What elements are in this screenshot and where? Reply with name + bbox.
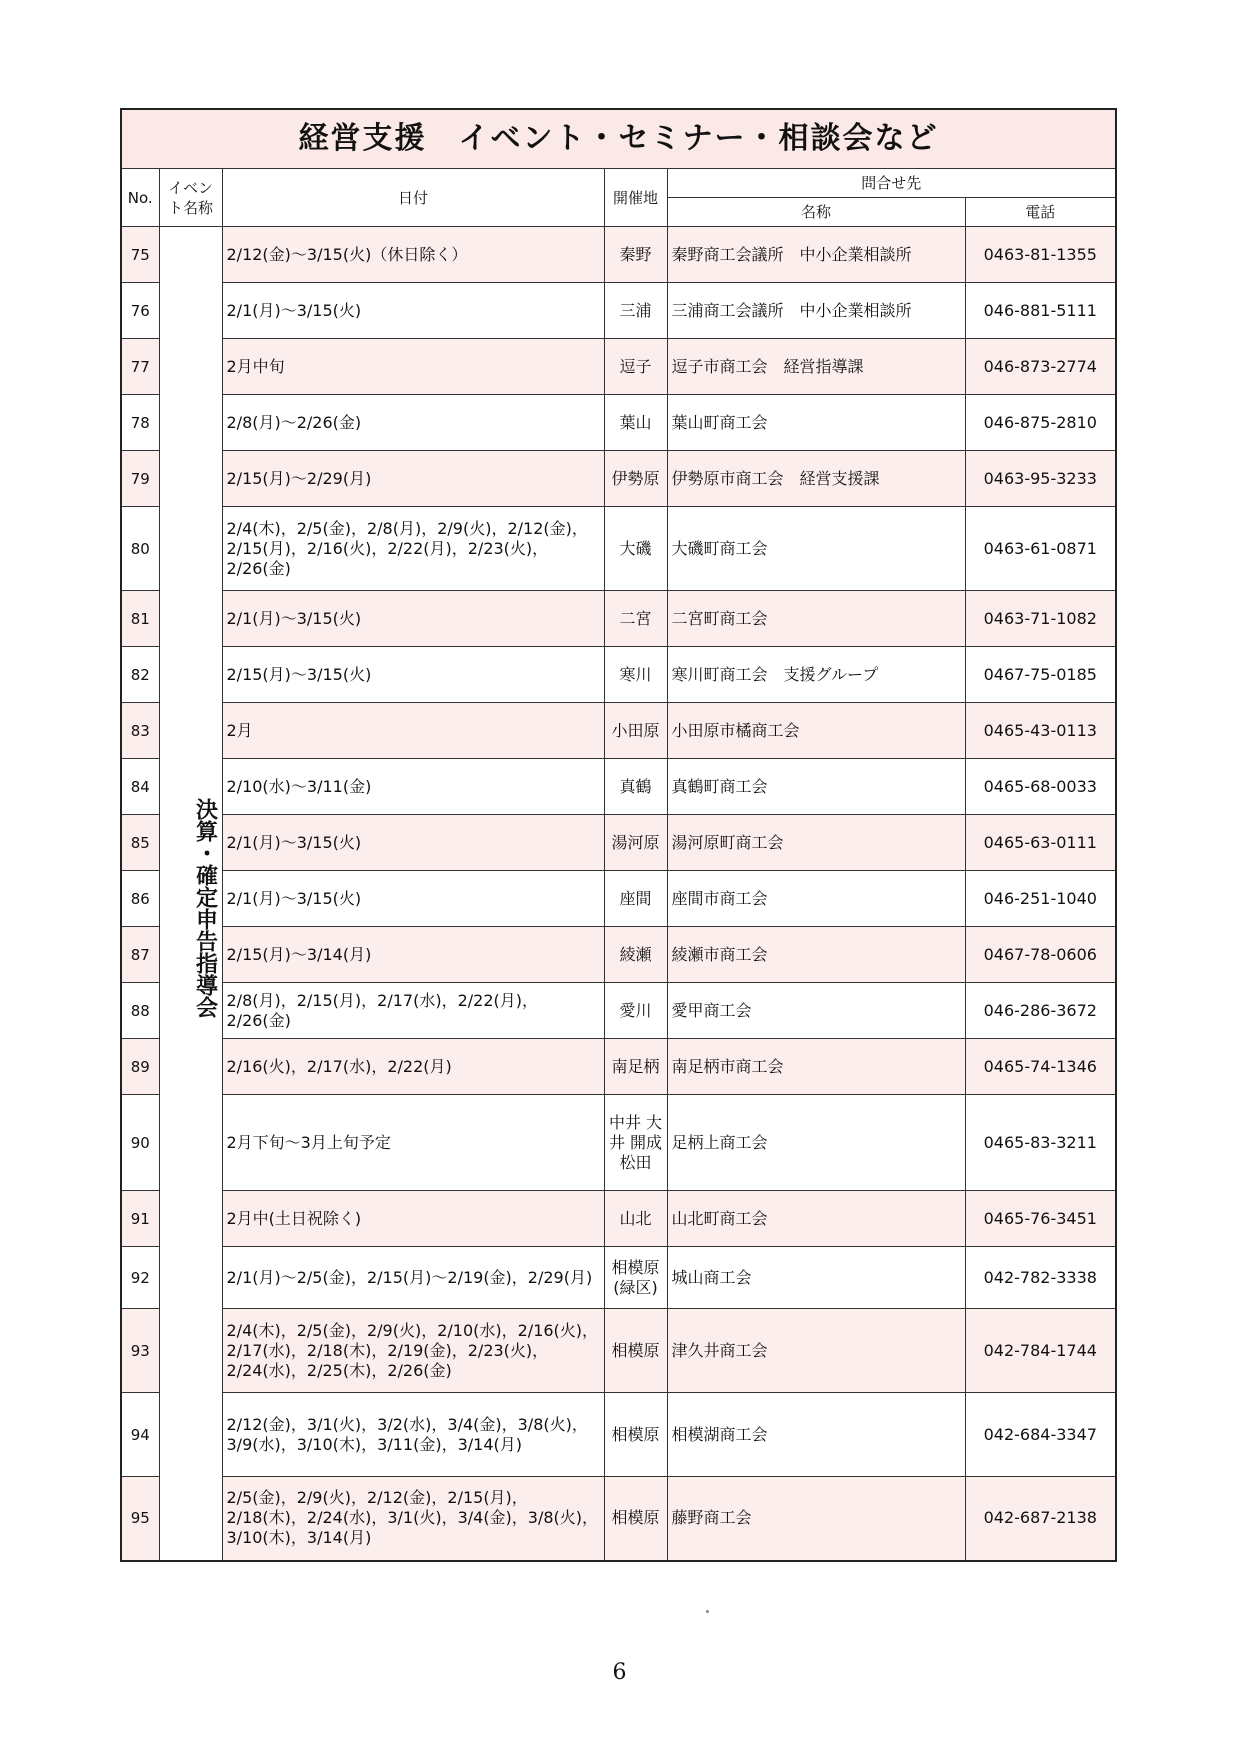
row-no: 77 [121,339,159,395]
row-org: 三浦商工会議所 中小企業相談所 [667,283,965,339]
row-org: 山北町商工会 [667,1191,965,1247]
table-row [121,1039,1116,1095]
row-date: 2/5(金)，2/9(火)，2/12(金)，2/15(月)，2/18(木)，2/24(水)，3/1(火)，3/4(金)，3/8(火)，3/10(木)，3/14(月) [222,1477,604,1561]
row-place: 相模原 [604,1393,667,1477]
table-row [121,1191,1116,1247]
header-no: No. [121,169,159,227]
row-date: 2/4(木)，2/5(金)，2/8(月)，2/9(火)，2/12(金)，2/15(月)，2/16(火)，2/22(月)，2/23(火)，2/26(金) [222,507,604,591]
row-place: 山北 [604,1191,667,1247]
row-no: 82 [121,647,159,703]
row-tel: 0463-81-1355 [965,227,1116,283]
table-row [121,703,1116,759]
row-org: 相模湖商工会 [667,1393,965,1477]
events-table-body [121,227,1116,1561]
event-table-frame [120,108,1115,1562]
row-tel: 0465-43-0113 [965,703,1116,759]
row-tel: 0465-63-0111 [965,815,1116,871]
header-date: 日付 [222,169,604,227]
table-row [121,815,1116,871]
row-place: 湯河原 [604,815,667,871]
row-date: 2/16(火)，2/17(水)，2/22(月) [222,1039,604,1095]
table-row [121,1247,1116,1309]
row-org: 秦野商工会議所 中小企業相談所 [667,227,965,283]
row-org: 湯河原町商工会 [667,815,965,871]
row-tel: 046-881-5111 [965,283,1116,339]
row-tel: 0463-71-1082 [965,591,1116,647]
row-no: 84 [121,759,159,815]
row-no: 83 [121,703,159,759]
row-org: 逗子市商工会 経営指導課 [667,339,965,395]
row-no: 91 [121,1191,159,1247]
header-contact-name: 名称 [667,198,965,227]
row-date: 2/8(月)，2/15(月)，2/17(水)，2/22(月)，2/26(金) [222,983,604,1039]
row-place: 相模原 [604,1477,667,1561]
row-org: 愛甲商工会 [667,983,965,1039]
row-date: 2月下旬～3月上旬予定 [222,1095,604,1191]
row-place: 相模原(緑区) [604,1247,667,1309]
row-date: 2/1(月)～3/15(火) [222,815,604,871]
row-tel: 046-286-3672 [965,983,1116,1039]
scan-speck [706,1610,709,1613]
row-date: 2/10(水)～3/11(金) [222,759,604,815]
row-no: 95 [121,1477,159,1561]
row-no: 75 [121,227,159,283]
row-no: 93 [121,1309,159,1393]
row-tel: 042-782-3338 [965,1247,1116,1309]
row-tel: 042-684-3347 [965,1393,1116,1477]
events-table [120,108,1117,1562]
page-number: 6 [612,1660,627,1685]
row-tel: 046-251-1040 [965,871,1116,927]
event-name-cell: 決算・確定申告指導会 [159,227,222,1561]
table-row [121,647,1116,703]
table-row [121,927,1116,983]
table-row [121,983,1116,1039]
row-date: 2/15(月)～3/14(月) [222,927,604,983]
row-org: 葉山町商工会 [667,395,965,451]
table-row [121,591,1116,647]
row-org: 座間市商工会 [667,871,965,927]
row-no: 85 [121,815,159,871]
row-no: 90 [121,1095,159,1191]
row-tel: 046-873-2774 [965,339,1116,395]
row-date: 2月中(土日祝除く) [222,1191,604,1247]
row-org: 藤野商工会 [667,1477,965,1561]
row-date: 2/15(月)～2/29(月) [222,451,604,507]
row-no: 94 [121,1393,159,1477]
row-org: 小田原市橘商工会 [667,703,965,759]
row-place: 逗子 [604,339,667,395]
row-org: 真鶴町商工会 [667,759,965,815]
row-date: 2/12(金)～3/15(火)（休日除く） [222,227,604,283]
row-org: 城山商工会 [667,1247,965,1309]
table-row [121,507,1116,591]
header-contact-tel: 電話 [965,198,1116,227]
row-place: 二宮 [604,591,667,647]
row-org: 寒川町商工会 支援グループ [667,647,965,703]
header-event-name: イベント名称 [159,169,222,227]
row-tel: 042-784-1744 [965,1309,1116,1393]
page-title: 経営支援 イベント・セミナー・相談会など [121,109,1116,169]
table-row [121,1095,1116,1191]
row-date: 2/1(月)～3/15(火) [222,283,604,339]
row-no: 88 [121,983,159,1039]
row-place: 秦野 [604,227,667,283]
row-no: 76 [121,283,159,339]
row-tel: 0467-78-0606 [965,927,1116,983]
row-place: 中井 大井 開成 松田 [604,1095,667,1191]
row-place: 三浦 [604,283,667,339]
row-place: 寒川 [604,647,667,703]
row-tel: 0465-83-3211 [965,1095,1116,1191]
table-row [121,227,1116,283]
row-no: 92 [121,1247,159,1309]
row-date: 2/1(月)～2/5(金)，2/15(月)～2/19(金)，2/29(月) [222,1247,604,1309]
row-date: 2/15(月)～3/15(火) [222,647,604,703]
row-no: 87 [121,927,159,983]
row-place: 伊勢原 [604,451,667,507]
row-org: 二宮町商工会 [667,591,965,647]
row-place: 真鶴 [604,759,667,815]
table-row [121,1477,1116,1561]
table-row [121,395,1116,451]
row-place: 大磯 [604,507,667,591]
row-org: 南足柄市商工会 [667,1039,965,1095]
row-tel: 042-687-2138 [965,1477,1116,1561]
row-place: 小田原 [604,703,667,759]
row-tel: 0465-68-0033 [965,759,1116,815]
row-place: 南足柄 [604,1039,667,1095]
header-contact: 問合せ先 [667,169,1116,198]
row-place: 葉山 [604,395,667,451]
row-place: 綾瀬 [604,927,667,983]
table-row [121,1393,1116,1477]
row-place: 愛川 [604,983,667,1039]
row-tel: 0463-61-0871 [965,507,1116,591]
row-tel: 0467-75-0185 [965,647,1116,703]
row-no: 80 [121,507,159,591]
row-date: 2/1(月)～3/15(火) [222,871,604,927]
row-no: 79 [121,451,159,507]
row-date: 2月 [222,703,604,759]
row-no: 86 [121,871,159,927]
row-date: 2/4(木)，2/5(金)，2/9(火)，2/10(水)，2/16(火)，2/17(水)，2/18(木)，2/19(金)，2/23(火)，2/24(水)，2/25(木)，2/26(金) [222,1309,604,1393]
row-no: 81 [121,591,159,647]
table-row [121,339,1116,395]
row-date: 2/1(月)～3/15(火) [222,591,604,647]
table-row [121,1309,1116,1393]
table-row [121,451,1116,507]
table-row [121,283,1116,339]
row-org: 足柄上商工会 [667,1095,965,1191]
row-place: 座間 [604,871,667,927]
row-tel: 0465-74-1346 [965,1039,1116,1095]
row-org: 伊勢原市商工会 経営支援課 [667,451,965,507]
row-org: 綾瀬市商工会 [667,927,965,983]
row-date: 2月中旬 [222,339,604,395]
row-tel: 046-875-2810 [965,395,1116,451]
row-tel: 0465-76-3451 [965,1191,1116,1247]
row-org: 津久井商工会 [667,1309,965,1393]
row-no: 78 [121,395,159,451]
table-row [121,759,1116,815]
row-org: 大磯町商工会 [667,507,965,591]
row-date: 2/8(月)～2/26(金) [222,395,604,451]
row-date: 2/12(金)，3/1(火)，3/2(水)，3/4(金)，3/8(火)，3/9(水)，3/10(木)，3/11(金)，3/14(月) [222,1393,604,1477]
row-no: 89 [121,1039,159,1095]
row-place: 相模原 [604,1309,667,1393]
table-row [121,871,1116,927]
header-place: 開催地 [604,169,667,227]
row-tel: 0463-95-3233 [965,451,1116,507]
